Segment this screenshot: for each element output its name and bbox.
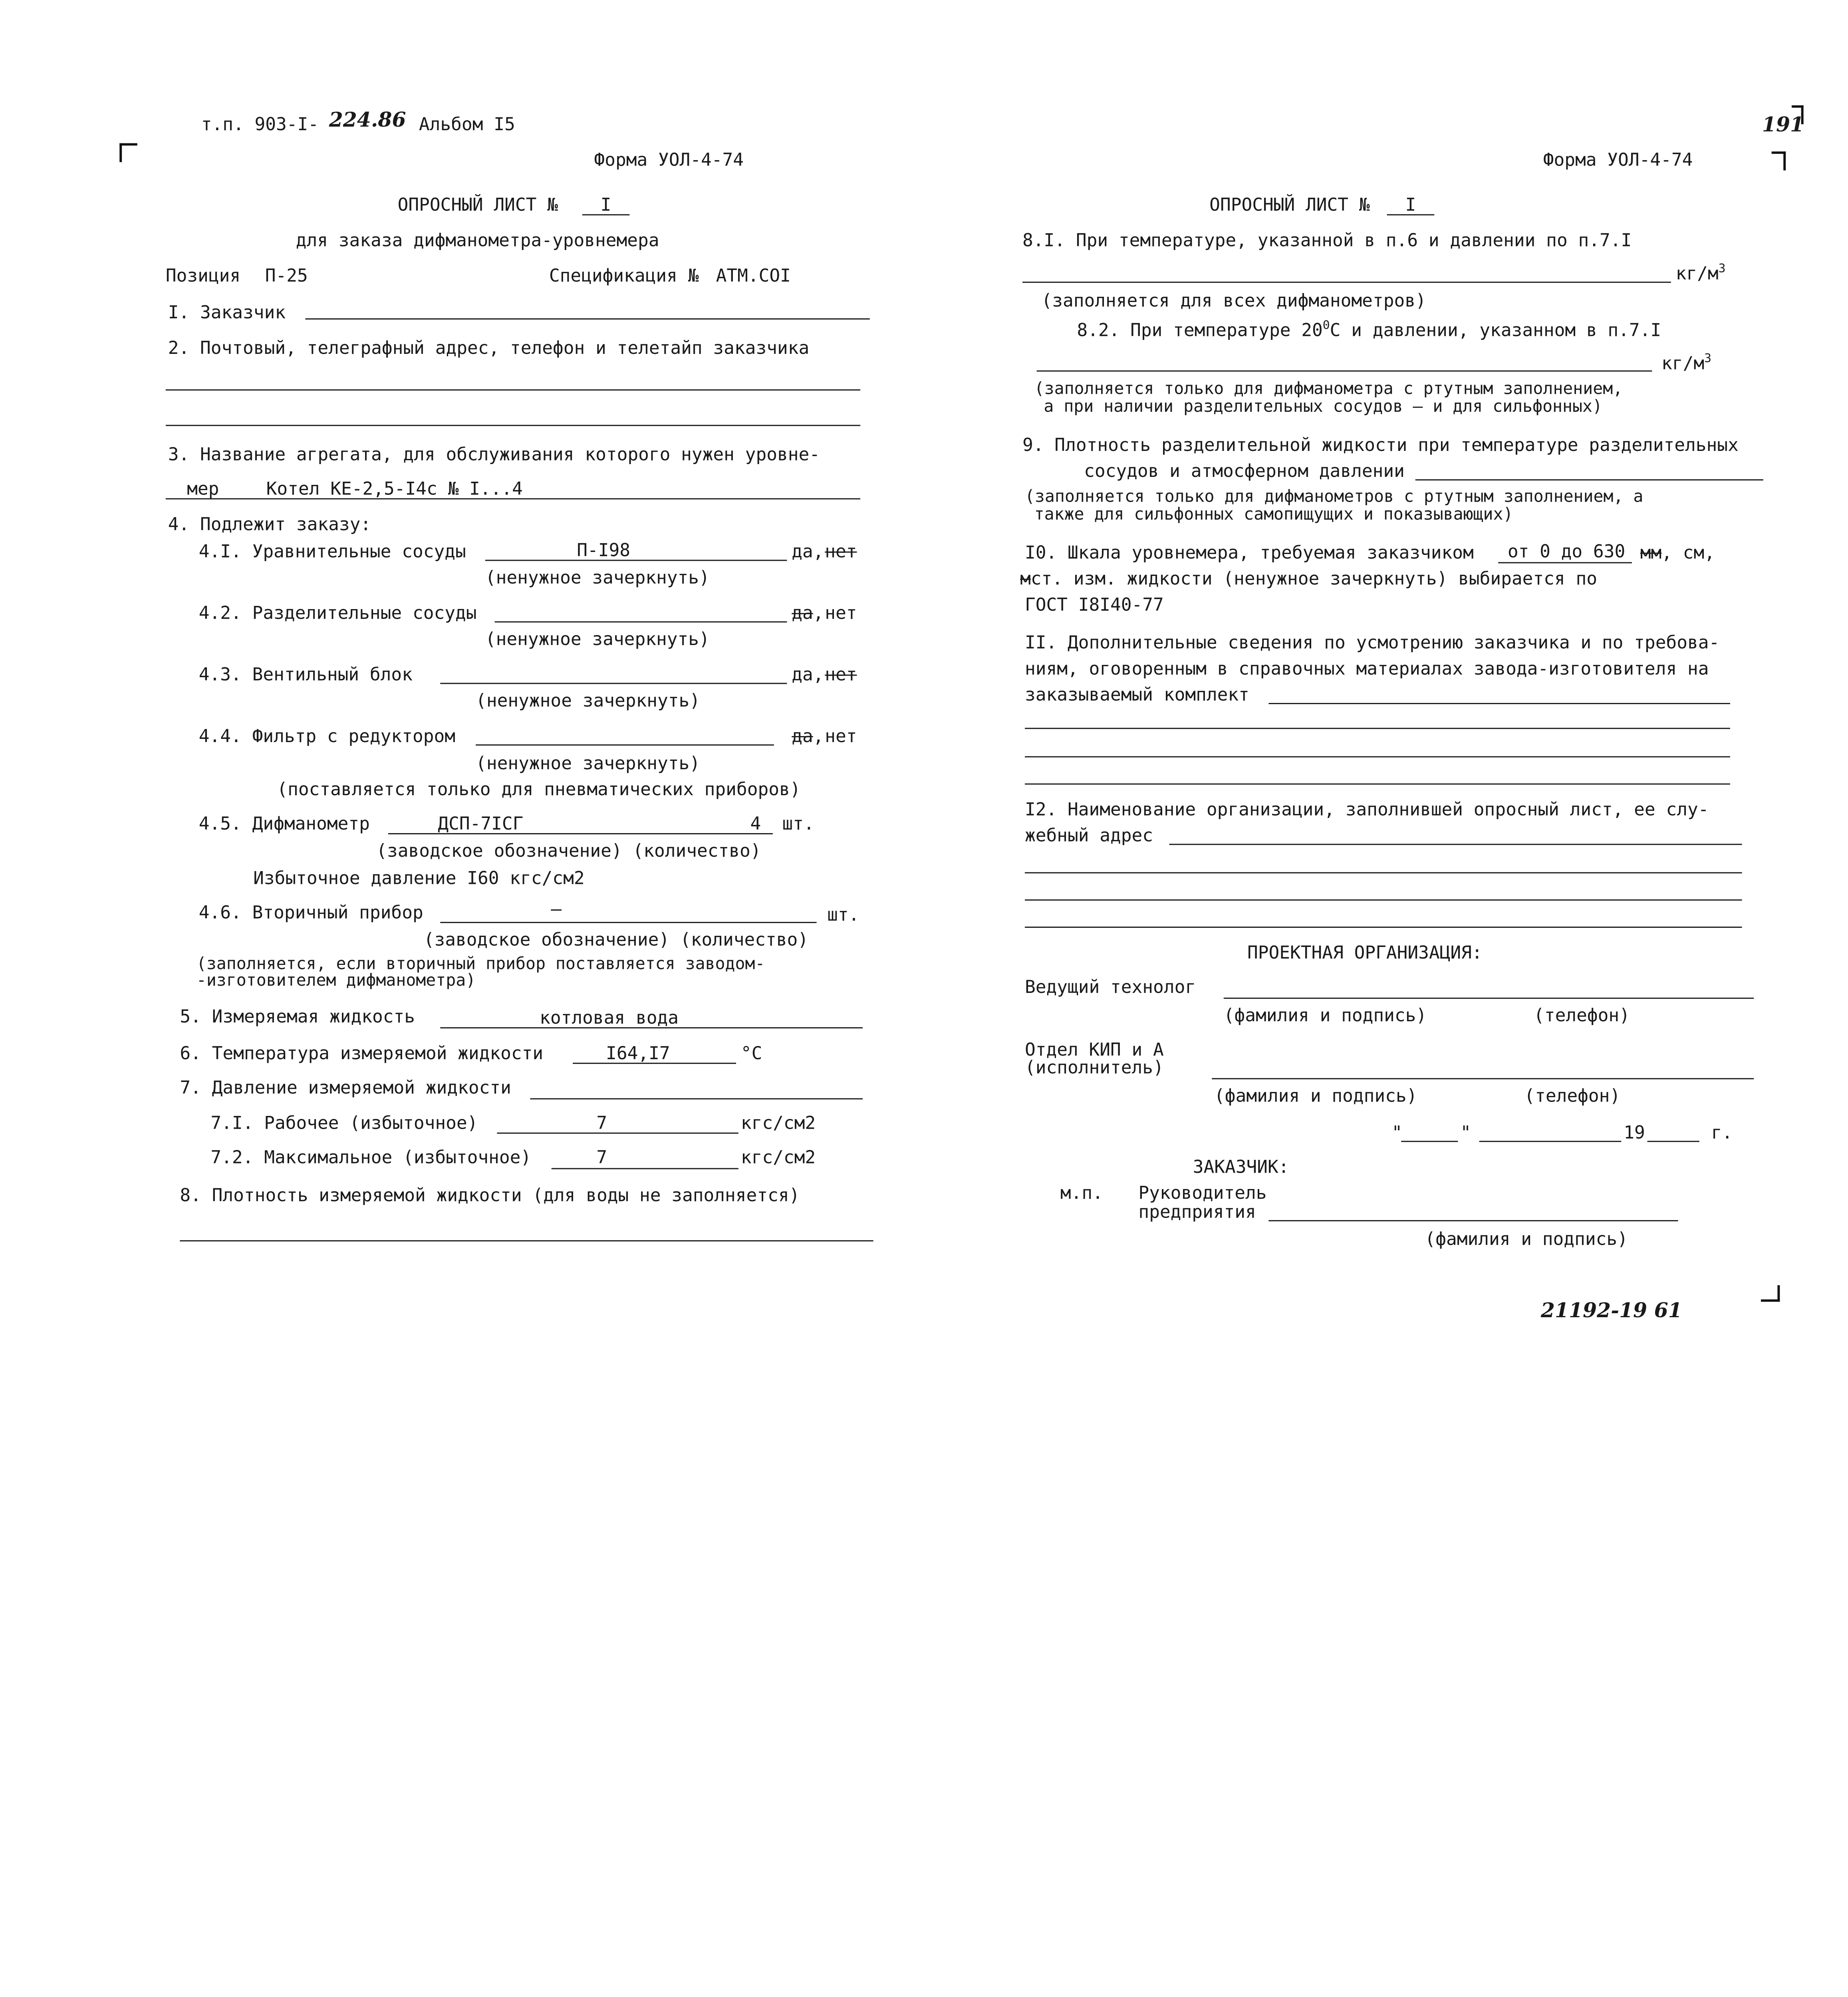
dept-phone-caption: (телефон) [1524, 1085, 1621, 1107]
item-12-line-1: I2. Наименование организации, заполнившей опросный лист, ее слу- [1024, 799, 1709, 820]
sheet-number: 191 [1762, 113, 1804, 137]
item-8-1-line [1022, 282, 1671, 283]
item-8-2-unit [1661, 353, 1711, 374]
item-1-customer: I. Заказчик [168, 302, 286, 323]
item-4-3-yes: да [792, 664, 813, 685]
specification-label: Спецификация № [549, 265, 699, 287]
item-10-cm: , см, [1661, 542, 1715, 564]
date-quote-close: " [1460, 1122, 1471, 1143]
item-12-line-2: жебный адрес [1024, 825, 1153, 846]
head-label-1: Руководитель [1138, 1182, 1267, 1204]
item-10-m-struck: м [1020, 568, 1031, 590]
album-suffix: Альбом I5 [419, 113, 515, 135]
item-4-3-line [440, 683, 787, 684]
item-8-2-line [1037, 370, 1652, 371]
item-7-1-value: 7 [596, 1112, 607, 1134]
item-3-word: мер [187, 478, 219, 500]
item-8-1-unit-exp: 3 [1718, 262, 1726, 276]
address-field-line-1 [166, 389, 860, 391]
item-4-1-comma: , [813, 541, 824, 562]
excess-pressure: Избыточное давление I60 кгс/см2 [253, 867, 585, 889]
item-4-4-line [476, 744, 774, 746]
head-signature-caption: (фамилия и подпись) [1425, 1228, 1628, 1250]
item-8-line [180, 1240, 873, 1241]
questionnaire-title: ОПРОСНЫЙ ЛИСТ № [397, 194, 558, 216]
customer-field-line [305, 318, 869, 320]
questionnaire-number-line [582, 214, 630, 215]
item-7-2-value: 7 [596, 1147, 607, 1168]
date-year-line [1647, 1141, 1699, 1142]
item-8-2-unit-text: кг/м [1661, 352, 1705, 374]
item-4-6-line [440, 922, 816, 923]
date-month-line [1479, 1141, 1622, 1142]
lead-technologist-name-caption: (фамилия и подпись) [1223, 1004, 1427, 1026]
item-10-line-2: ст. изм. жидкости (ненужное зачеркнуть) выбирается по [1030, 568, 1597, 590]
item-8-2-note-1: (заполняется только для дифманометра с ртутным заполнением, [1034, 380, 1623, 399]
item-7-line [530, 1098, 863, 1100]
item-11-line-1: II. Дополнительные сведения по усмотрению заказчика и по требова- [1024, 632, 1720, 653]
item-8-2-deg: 0 [1322, 320, 1330, 333]
secondary-note-2: -изготовителем дифманометра) [196, 971, 476, 991]
item-12-field-3 [1025, 899, 1742, 901]
item-7-label: 7. Давление измеряемой жидкости [180, 1077, 511, 1098]
lead-technologist-phone-caption: (телефон) [1534, 1004, 1630, 1026]
questionnaire-title-right: ОПРОСНЫЙ ЛИСТ № [1209, 194, 1370, 216]
item-5-value: котловая вода [540, 1007, 679, 1028]
date-g: г. [1711, 1122, 1733, 1143]
pneumatic-note: (поставляется только для пневматических приборов) [277, 778, 801, 800]
corner-mark-top-right [1772, 151, 1786, 170]
item-7-1-line [497, 1133, 738, 1134]
head-label-2: предприятия [1138, 1201, 1256, 1223]
position-value: П-25 [265, 265, 308, 287]
item-7-2-label: 7.2. Максимальное (избыточное) [210, 1147, 532, 1168]
address-field-line-2 [166, 425, 860, 426]
item-8-1-unit [1676, 263, 1726, 284]
stamp-place: м.п. [1060, 1182, 1103, 1204]
item-4-2-line [495, 621, 787, 623]
item-4-2-label: 4.2. Разделительные сосуды [198, 602, 477, 624]
item-12-field-2 [1025, 872, 1742, 873]
item-3-aggregate: 3. Название агрегата, для обслуживания которого нужен уровне- [168, 444, 820, 465]
item-4-5-quantity: 4 [750, 813, 761, 834]
item-6-unit: °С [740, 1042, 762, 1064]
item-4-6-label: 4.6. Вторичный прибор [198, 901, 423, 923]
item-5-label: 5. Измеряемая жидкость [180, 1006, 415, 1027]
item-10-label: I0. Шкала уровнемера, требуемая заказчиком [1024, 542, 1474, 564]
album-prefix: т.п. 903-I- [201, 113, 319, 135]
item-8-2 [1077, 320, 1661, 341]
item-7-2-line [552, 1168, 738, 1169]
questionnaire-number-line-right [1387, 214, 1435, 215]
item-4-1-value: П-I98 [577, 540, 631, 561]
item-11-line-3: заказываемый комплект [1024, 684, 1249, 705]
lead-technologist-label: Ведущий технолог [1024, 976, 1196, 998]
item-4-4-comma: , [813, 725, 824, 747]
item-4-5-value: ДСП-7IСГ [438, 813, 524, 834]
item-4-6-value: — [551, 898, 562, 920]
item-6-label: 6. Температура измеряемой жидкости [180, 1042, 544, 1064]
item-7-1-unit: кгс/см2 [740, 1112, 816, 1134]
secondary-note-1: (заполняется, если вторичный прибор поставляется заводом- [196, 955, 765, 974]
lead-technologist-line [1224, 998, 1754, 999]
item-8-2-a: 8.2. При температуре 20 [1077, 320, 1323, 341]
item-4-2-note: (ненужное зачеркнуть) [485, 628, 710, 650]
item-9-note-2: также для сильфонных самопищущих и показывающих) [1034, 505, 1513, 524]
item-4-5-note: (заводское обозначение) (количество) [376, 840, 761, 862]
form-code-left: Форма УОЛ-4-74 [594, 149, 744, 171]
item-8-1: 8.I. При температуре, указанной в п.6 и давлении по п.7.I [1022, 229, 1632, 251]
footer-number: 21192-19 61 [1540, 1299, 1682, 1323]
dept-label-2: (исполнитель) [1024, 1056, 1164, 1078]
item-4-1-note: (ненужное зачеркнуть) [485, 567, 710, 588]
item-7-1-label: 7.I. Рабочее (избыточное) [210, 1112, 478, 1134]
questionnaire-subtitle: для заказа дифманометра-уровнемера [296, 229, 659, 251]
item-4-3-label: 4.3. Вентильный блок [198, 664, 413, 685]
item-4-3-no-struck: нет [825, 664, 857, 685]
form-code-right: Форма УОЛ-4-74 [1543, 149, 1693, 171]
dept-label-1: Отдел КИП и А [1024, 1039, 1164, 1060]
item-4-5-label: 4.5. Дифманометр [198, 813, 370, 834]
item-4-1-no-struck: нет [825, 541, 857, 562]
item-4-1-yes: да [792, 541, 813, 562]
customer-heading: ЗАКАЗЧИК: [1193, 1156, 1289, 1178]
item-4-4-yes-struck: да [792, 725, 813, 747]
item-12-field-4 [1025, 927, 1742, 928]
item-4-4-label: 4.4. Фильтр с редуктором [198, 725, 456, 747]
dept-line [1212, 1078, 1754, 1079]
item-11-field-3 [1025, 756, 1730, 757]
item-3-value: Котел КЕ-2,5-I4с № I...4 [266, 478, 523, 500]
questionnaire-number: I [600, 194, 611, 216]
item-12-field-1 [1169, 844, 1742, 845]
date-day-line [1401, 1141, 1458, 1142]
item-11-field-4 [1025, 784, 1730, 785]
item-2-address: 2. Почтовый, телеграфный адрес, телефон и телетайп заказчика [168, 337, 810, 359]
item-11-field-2 [1025, 728, 1730, 729]
item-9-line-2: сосудов и атмосферном давлении [1084, 460, 1405, 482]
position-label: Позиция [165, 265, 241, 287]
item-8-density: 8. Плотность измеряемой жидкости (для воды не заполняется) [180, 1184, 800, 1206]
item-4-6-note: (заводское обозначение) (количество) [423, 929, 809, 951]
item-10-gost: ГОСТ I8I40-77 [1024, 594, 1164, 615]
item-9-note-1: (заполняется только для дифманометров с ртутным заполнением, а [1024, 487, 1644, 507]
item-6-value: I64,I7 [606, 1042, 670, 1064]
item-9-line-1: 9. Плотность разделительной жидкости при температуре разделительных [1022, 434, 1739, 456]
item-9-line [1415, 479, 1763, 480]
album-number: 224.86 [329, 109, 406, 133]
item-7-2-unit: кгс/см2 [740, 1147, 816, 1168]
date-year-prefix: 19 [1624, 1122, 1645, 1143]
item-4-6-unit: шт. [827, 904, 859, 926]
questionnaire-number-right: I [1405, 194, 1416, 216]
item-10-line [1498, 562, 1632, 563]
item-4-4-no: нет [825, 725, 857, 747]
head-signature-line [1268, 1220, 1678, 1221]
date-quote-open: " [1391, 1122, 1403, 1143]
item-8-1-note: (заполняется для всех дифманометров) [1041, 290, 1426, 312]
item-4-3-comma: , [813, 664, 824, 685]
item-8-2-b: С и давлении, указанном в п.7.I [1330, 320, 1661, 341]
item-4-2-yes-struck: да [792, 602, 813, 624]
item-4-2-comma: , [813, 602, 824, 624]
item-4-3-note: (ненужное зачеркнуть) [476, 690, 701, 711]
item-4-1-label: 4.I. Уравнительные сосуды [198, 541, 466, 562]
item-11-line-2: ниям, оговоренным в справочных материалах завода-изготовителя на [1024, 658, 1709, 679]
item-10-value: от 0 до 630 [1507, 541, 1626, 562]
specification-value: АТМ.СОI [716, 265, 791, 287]
item-11-field-1 [1268, 703, 1730, 704]
corner-mark-bottom-right [1761, 1285, 1780, 1302]
item-8-2-note-2: а при наличии разделительных сосудов – и для сильфонных) [1044, 397, 1602, 417]
item-8-2-unit-exp: 3 [1704, 352, 1711, 366]
item-4-5-unit: шт. [782, 813, 814, 834]
item-8-1-unit-text: кг/м [1675, 262, 1719, 284]
dept-name-caption: (фамилия и подпись) [1214, 1085, 1417, 1107]
item-4-4-note: (ненужное зачеркнуть) [476, 752, 701, 774]
item-4-order: 4. Подлежит заказу: [168, 513, 371, 535]
item-10-mm-struck: мм [1640, 542, 1662, 564]
design-org-heading: ПРОЕКТНАЯ ОРГАНИЗАЦИЯ: [1247, 942, 1483, 963]
corner-mark-top-left [119, 143, 137, 162]
item-4-2-no: нет [825, 602, 857, 624]
